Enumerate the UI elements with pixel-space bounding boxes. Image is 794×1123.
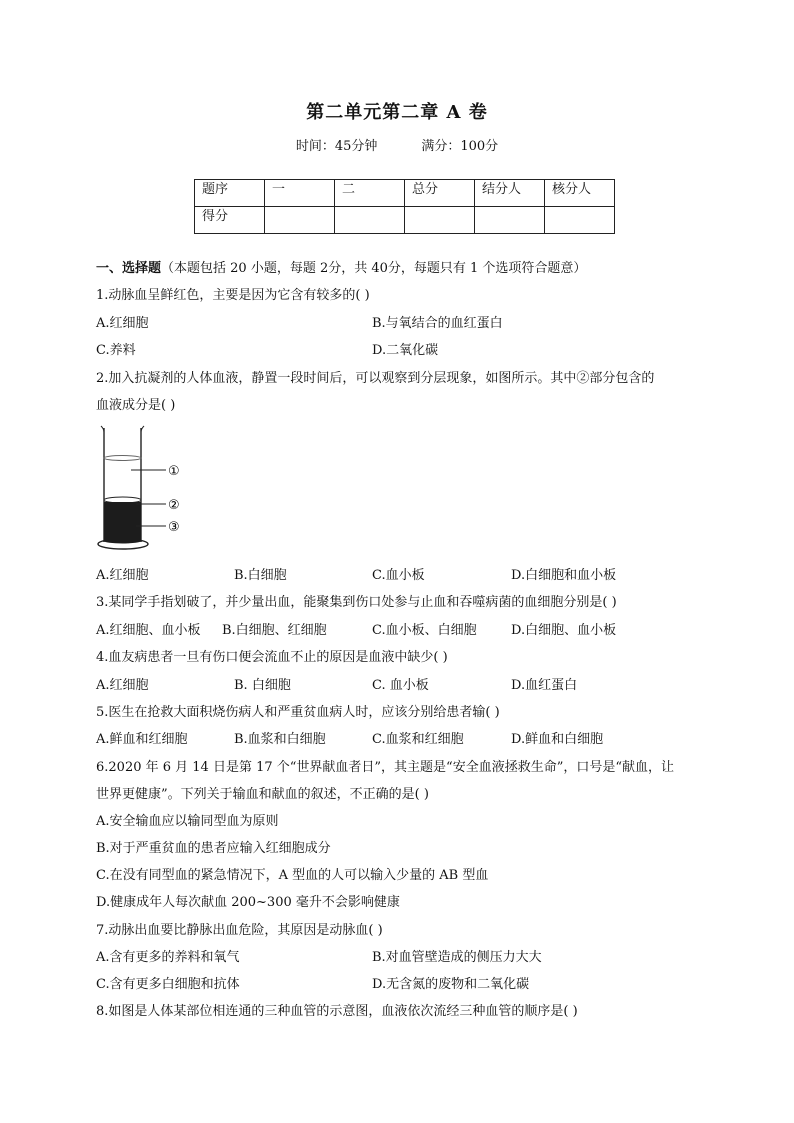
table-cell	[475, 207, 545, 234]
q7-option-c: C.含有更多白细胞和抗体	[96, 977, 240, 992]
q1-option-a: A.红细胞	[96, 316, 149, 331]
figure-label-3: ③	[168, 520, 180, 535]
q1-option-d: D.二氧化碳	[372, 343, 439, 358]
figure-label-1: ①	[168, 464, 180, 479]
q4-option-b: B. 白细胞	[234, 678, 291, 693]
q6-option-c: C.在没有同型血的紧急情况下，A 型血的人可以输入少量的 AB 型血	[96, 868, 489, 883]
test-tube-figure	[96, 420, 196, 555]
q7-option-a: A.含有更多的养料和氧气	[96, 950, 240, 965]
table-row	[195, 207, 615, 234]
exam-info	[0, 135, 794, 154]
table-cell: 题序	[195, 180, 265, 207]
question-6-stem-cont: 世界更健康”。下列关于输血和献血的叙述，不正确的是( )	[96, 787, 429, 802]
table-cell: 结分人	[475, 180, 545, 207]
q6-option-d: D.健康成年人每次献血 200~300 毫升不会影响健康	[96, 895, 400, 910]
table-cell: 核分人	[545, 180, 615, 207]
page-title: 第二单元第二章 A 卷	[306, 102, 488, 123]
q3-option-c: C.血小板、白细胞	[372, 623, 477, 638]
table-cell	[335, 207, 405, 234]
q6-option-a: A.安全输血应以输同型血为原则	[96, 814, 279, 829]
table-cell	[405, 207, 475, 234]
section-title: 一、选择题	[96, 261, 162, 276]
q7-option-b: B.对血管壁造成的侧压力大大	[372, 950, 542, 965]
section-note: （本题包括 20 小题，每题 2分，共 40分，每题只有 1 个选项符合题意）	[161, 261, 587, 276]
question-8-stem: 8.如图是人体某部位相连通的三种血管的示意图，血液依次流经三种血管的顺序是( )	[96, 1004, 578, 1019]
q5-option-c: C.血浆和红细胞	[372, 732, 464, 747]
table-cell: 二	[335, 180, 405, 207]
q6-option-b: B.对于严重贫血的患者应输入红细胞成分	[96, 841, 331, 856]
q3-option-d: D.白细胞、血小板	[511, 623, 617, 638]
q5-option-b: B.血浆和白细胞	[234, 732, 326, 747]
q1-option-b: B.与氧结合的血红蛋白	[372, 316, 503, 331]
table-cell	[545, 207, 615, 234]
table-cell: 总分	[405, 180, 475, 207]
question-1-stem: 1.动脉血呈鲜红色，主要是因为它含有较多的( )	[96, 288, 370, 303]
q3-option-b: B.白细胞、红细胞	[222, 623, 327, 638]
q4-option-d: D.血红蛋白	[511, 678, 578, 693]
q2-option-a: A.红细胞	[96, 568, 149, 583]
q4-option-a: A.红细胞	[96, 678, 149, 693]
q5-option-a: A.鲜血和红细胞	[96, 732, 188, 747]
q2-option-b: B.白细胞	[234, 568, 287, 583]
q3-option-a: A.红细胞、血小板	[96, 623, 201, 638]
question-6-stem: 6.2020 年 6 月 14 日是第 17 个“世界献血者日”，其主题是“安全血液拯救生命”，口号是“献血，让	[96, 760, 674, 775]
red-cell-layer	[104, 502, 141, 540]
question-7-stem: 7.动脉出血要比静脉出血危险，其原因是动脉血( )	[96, 923, 383, 938]
q2-option-d: D.白细胞和血小板	[511, 568, 617, 583]
table-cell	[265, 207, 335, 234]
q2-option-c: C.血小板	[372, 568, 425, 583]
score-table	[194, 179, 615, 234]
q1-option-c: C.养料	[96, 343, 136, 358]
question-2-stem-cont: 血液成分是( )	[96, 398, 176, 413]
question-5-stem: 5.医生在抢救大面积烧伤病人和严重贫血病人时，应该分别给患者输( )	[96, 705, 500, 720]
question-4-stem: 4.血友病患者一旦有伤口便会流血不止的原因是血液中缺少( )	[96, 650, 448, 665]
table-cell: 一	[265, 180, 335, 207]
exam-full-score: 满分：100分	[421, 139, 499, 154]
q7-option-d: D.无含氮的废物和二氧化碳	[372, 977, 530, 992]
section-heading	[96, 260, 586, 278]
table-row	[195, 180, 615, 207]
question-2-stem: 2.加入抗凝剂的人体血液，静置一段时间后，可以观察到分层现象，如图所示。其中②部分包含的	[96, 371, 655, 386]
q5-option-d: D.鲜血和白细胞	[511, 732, 604, 747]
figure-label-2: ②	[168, 498, 180, 513]
table-cell: 得分	[195, 207, 265, 234]
question-3-stem: 3.某同学手指划破了，并少量出血，能聚集到伤口处参与止血和吞噬病菌的血细胞分别是( )	[96, 595, 617, 610]
exam-time: 时间：45分钟	[295, 139, 378, 154]
plasma-surface	[104, 456, 141, 461]
q4-option-c: C. 血小板	[372, 678, 429, 693]
